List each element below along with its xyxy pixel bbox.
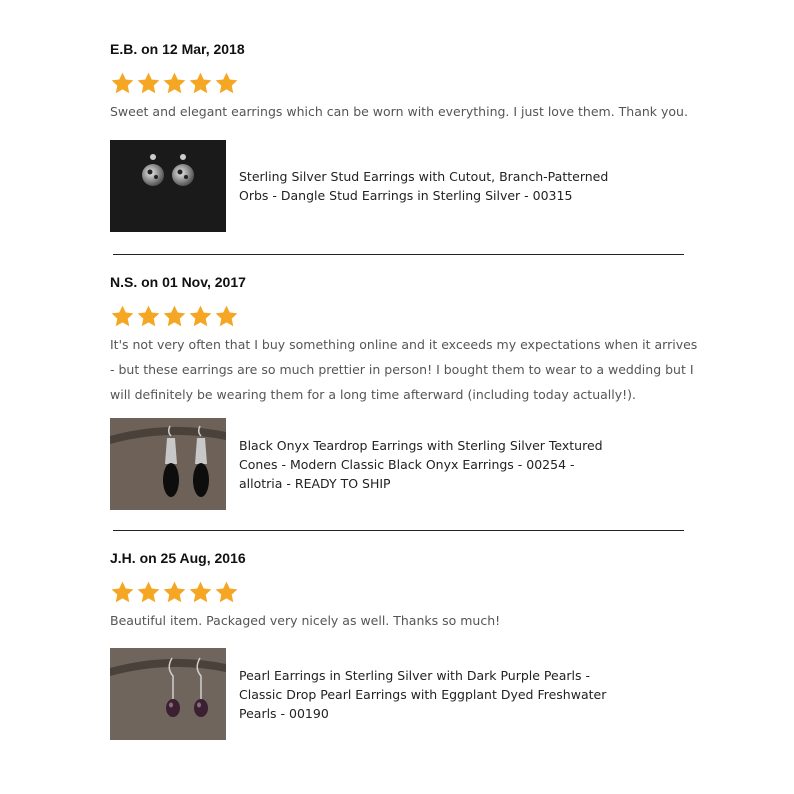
star-rating	[110, 580, 700, 606]
product-title[interactable]: Black Onyx Teardrop Earrings with Sterling Silver Textured Cones - Modern Classic Black Onyx Earrings - 00254 - allotria - READY TO SHIP	[239, 437, 603, 491]
star-icon	[188, 580, 213, 605]
star-icon	[136, 304, 161, 329]
product-title[interactable]: Sterling Silver Stud Earrings with Cutout, Branch-Patterned Orbs - Dangle Stud Earrings in Sterling Silver - 00315	[239, 169, 609, 203]
reviewer-name-date: N.S. on 01 Nov, 2017	[110, 274, 246, 290]
divider	[113, 530, 684, 531]
product-link[interactable]	[110, 418, 614, 510]
product-thumbnail[interactable]	[110, 648, 226, 740]
star-icon	[214, 580, 239, 605]
product-link[interactable]	[110, 648, 614, 740]
star-icon	[214, 304, 239, 329]
star-rating	[110, 71, 700, 97]
star-rating	[110, 304, 700, 330]
star-icon	[162, 71, 187, 96]
divider	[113, 254, 684, 255]
review-text: Beautiful item. Packaged very nicely as well. Thanks so much!	[110, 613, 501, 628]
review-card	[110, 549, 700, 721]
reviewer-name-date: E.B. on 12 Mar, 2018	[110, 41, 245, 57]
reviewer-name-date: J.H. on 25 Aug, 2016	[110, 550, 246, 566]
star-icon	[110, 304, 135, 329]
star-icon	[110, 580, 135, 605]
star-icon	[162, 580, 187, 605]
star-icon	[136, 71, 161, 96]
star-icon	[214, 71, 239, 96]
star-icon	[136, 580, 161, 605]
star-icon	[110, 71, 135, 96]
review-card	[110, 273, 700, 491]
earring-image	[110, 140, 226, 232]
product-link[interactable]	[110, 140, 614, 232]
star-icon	[188, 71, 213, 96]
review-text: It's not very often that I buy something online and it exceeds my expectations when it arrives - but these earrings are so much prettier in person! I bought them to wear to a wedding but I will definitely be wearing them for a long time afterward (including today actually!).	[110, 337, 698, 402]
star-icon	[188, 304, 213, 329]
product-thumbnail[interactable]	[110, 418, 226, 510]
review-card	[110, 40, 700, 203]
earring-image	[110, 418, 226, 510]
product-title[interactable]: Pearl Earrings in Sterling Silver with Dark Purple Pearls - Classic Drop Pearl Earrings with Eggplant Dyed Freshwater Pearls - 00190	[239, 667, 607, 721]
review-text: Sweet and elegant earrings which can be worn with everything. I just love them. Thank you.	[110, 104, 688, 119]
earring-image	[110, 648, 226, 740]
star-icon	[162, 304, 187, 329]
product-thumbnail[interactable]	[110, 140, 226, 232]
